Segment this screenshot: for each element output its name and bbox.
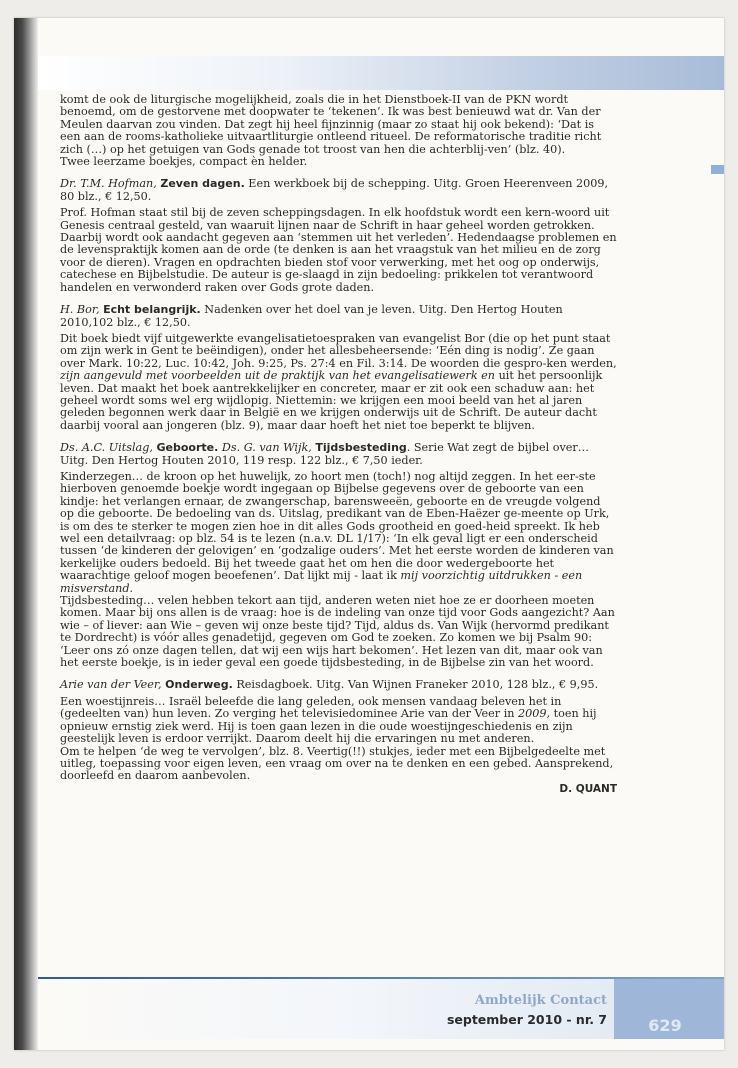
review-text-italic: zijn aangevuld met voorbeelden uit de praktijk van het evangelisatiewerk en (60, 369, 496, 383)
review-text (60, 333, 617, 432)
review-author: Arie van der Veer, (60, 678, 162, 692)
intro-closing: Twee leerzame boekjes, compact èn helder. (60, 155, 308, 169)
article-body (60, 94, 617, 795)
review-author-second: Ds. G. van Wijk, (218, 441, 312, 455)
review-reference (60, 679, 617, 691)
review-details: . Serie Wat zegt de bijbel over… Uitg. Den Hertog Houten 2010, 119 resp. 122 blz., € 7,50 ieder. (60, 441, 589, 467)
review-text-part: Kinderzegen… de kroon op het huwelijk, zo hoort men (toch!) nog altijd zeggen. In het eer-ste hierboven genoemde boekje wordt ingegaan op Bijbelse gegevens over de geboorte van een kindje: het verlangen ernaar, de zwangerschap, barensweeën, geboorte en de vreugde volgend op die geboorte. De bedoeling van ds. Uitslag, predikant van de Eben-Haëzer ge-meente op Urk, is om des te sterker te mogen zien hoe in dit alles Gods grootheid en goed-heid spreekt. Ik heb wel een detailvraag: op blz. 54 is te lezen (n.a.v. DL 1/17): ‘In elk geval ligt er een onderscheid tussen ‘de kinderen der gelovigen’ en ‘godzalige ouders’. Met het eerste worden de kinderen van kerkelijke ouders bedoeld. Bij het tweede gaat het om hen die door wedergeboorte het waarachtige geloof mogen beoefenen’. Dat lijkt mij - laat ik (60, 469, 614, 583)
page-binding-shadow (14, 18, 38, 1050)
review-reference (60, 304, 617, 329)
review-reference (60, 178, 617, 203)
review-reference (60, 442, 617, 467)
review-text-italic: 2009, (518, 707, 551, 721)
review-details: Nadenken over het doel van je leven. Uitg. Den Hertog Houten 2010,102 blz., € 12,50. (60, 303, 563, 329)
review-details: Een werkboek bij de schepping. Uitg. Groen Heerenveen 2009, 80 blz., € 12,50. (60, 177, 609, 203)
review-title: Geboorte. (156, 441, 219, 455)
review-title: Zeven dagen. (160, 177, 245, 191)
review-author: Ds. A.C. Uitslag, (60, 441, 153, 455)
section-marker (711, 165, 724, 174)
journal-name: Ambtelijk Contact (474, 993, 607, 1008)
review-author: Dr. T.M. Hofman, (60, 177, 157, 191)
issue-label: september 2010 - nr. 7 (446, 1012, 607, 1027)
author-signature: D. QUANT (559, 782, 617, 795)
review-text: Prof. Hofman staat stil bij de zeven scheppingsdagen. In elk hoofdstuk wordt een kern-woord uit Genesis centraal gesteld, van waaruit lijnen naar de Schrift in haar geheel worden getrokken. Daarbij wordt ook aandacht gegeven aan ‘stemmen uit het verleden’. Hedendaagse problemen en de levenspraktijk komen aan de orde (te denken is aan het vraagstuk van het milieu en de zorg voor de dieren). Vragen en opdrachten bieden stof voor verwerking, met het oog op onderwijs, catechese en Bijbelstudie. De auteur is ge-slaagd in zijn bedoeling: prikkelen tot verantwoord handelen en verwonderd raken over Gods grote daden. (60, 206, 617, 294)
header-band (38, 56, 724, 90)
review-title: Onderweg. (165, 678, 233, 692)
review-text-continued: Tijdsbesteding… velen hebben tekort aan tijd, anderen weten niet hoe ze er doorheen moeten komen. Maar bij ons allen is de vraag: hoe is de indeling van onze tijd voor Gods aangezicht? Aan wie – of liever: aan Wie – geven wij onze beste tijd? Tijd, aldus ds. Van Wijk (hervormd predikant te Dordrecht) is vóór alles genadetijd, gegeven om God te zoeken. Zo komen we bij Psalm 90: ‘Leer ons zó onze dagen tellen, dat wij een wijs hart bekomen’. Het lezen van dit, maar ook van het eerste boekje, is in ieder geval een goede tijdsbesteding, in de Bijbelse zin van het woord. (60, 594, 615, 670)
page (14, 18, 724, 1050)
review-text-part: uit het persoonlijk leven. Dat maakt het boek aantrekkelijker en concreter, maar er zit ook een schaduw aan: het geheel wordt soms wel erg wijdlopig. Niettemin: we krijgen een mooi beeld van het al jaren geleden begonnen werk daar in België en we krijgen onderwijs uit de Schrift. De auteur dacht daarbij vooral aan jongeren (blz. 9), maar daar hoeft het niet toe beperkt te blijven. (60, 369, 603, 432)
review-title-second: Tijdsbesteding (315, 441, 407, 455)
review-text-italic: mij voorzichtig uitdrukken - een misverstand. (60, 569, 583, 595)
review-text (60, 471, 617, 595)
review-title: Echt belangrijk. (103, 303, 201, 317)
review-details: Reisdagboek. Uitg. Van Wijnen Franeker 2010, 128 blz., € 9,95. (232, 678, 599, 692)
review-text-part: Een woestijnreis… Israël beleefde die lang geleden, ook mensen vandaag beleven het in (gedeelten van) hun leven. Zo verging het televisiedominee Arie van der Veer in (60, 694, 562, 721)
review-text-continued: Om te helpen ‘de weg te vervolgen’, blz. 8. Veertig(!!) stukjes, ieder met een Bijbelgedeelte met uitleg, toepassing voor eigen leven, een vraag om over na te denken en een gebed. Aansprekend, doorleefd en daarom aanbevolen. (60, 744, 614, 783)
review-text-part: Dit boek biedt vijf uitgewerkte evangelisatietoespraken van evangelist Bor (die op het punt staat om zijn werk in Gent te beëindigen), onder het allesbeheersende: ‘Eén ding is nodig’. Ze gaan over Mark. 10:22, Luc. 10:42, Joh. 9:25, Ps. 27:4 en Fil. 3:14. De woorden die gespro-ken werden, (60, 331, 617, 370)
review-text (60, 696, 617, 746)
review-author: H. Bor, (60, 303, 100, 317)
page-number: 629 (648, 1016, 682, 1035)
review-text-part: toen hij opnieuw ernstig ziek werd. Hij is toen gaan lezen in die oude woestijngeschiedenis en zijn geestelijk leven is erdoor verrijkt. Daarom deelt hij die ervaringen nu met anderen. (60, 707, 597, 746)
intro-paragraph: komt de ook de liturgische mogelijkheid, zoals die in het Dienstboek-II van de PKN wordt benoemd, om de gestorvene met doopwater te ‘tekenen’. Ik was best benieuwd wat dr. Van der Meulen daarvan zou vinden. Dat zegt hij heel fijnzinnig (maar zo staat hij ook bekend): ‘Dat is een aan de rooms-katholieke uitvaartliturgie ontleend ritueel. De reformatorische traditie richt zich (…) op het getuigen van Gods genade tot troost van hen die achterblij-ven’ (blz. 40). (60, 93, 602, 156)
